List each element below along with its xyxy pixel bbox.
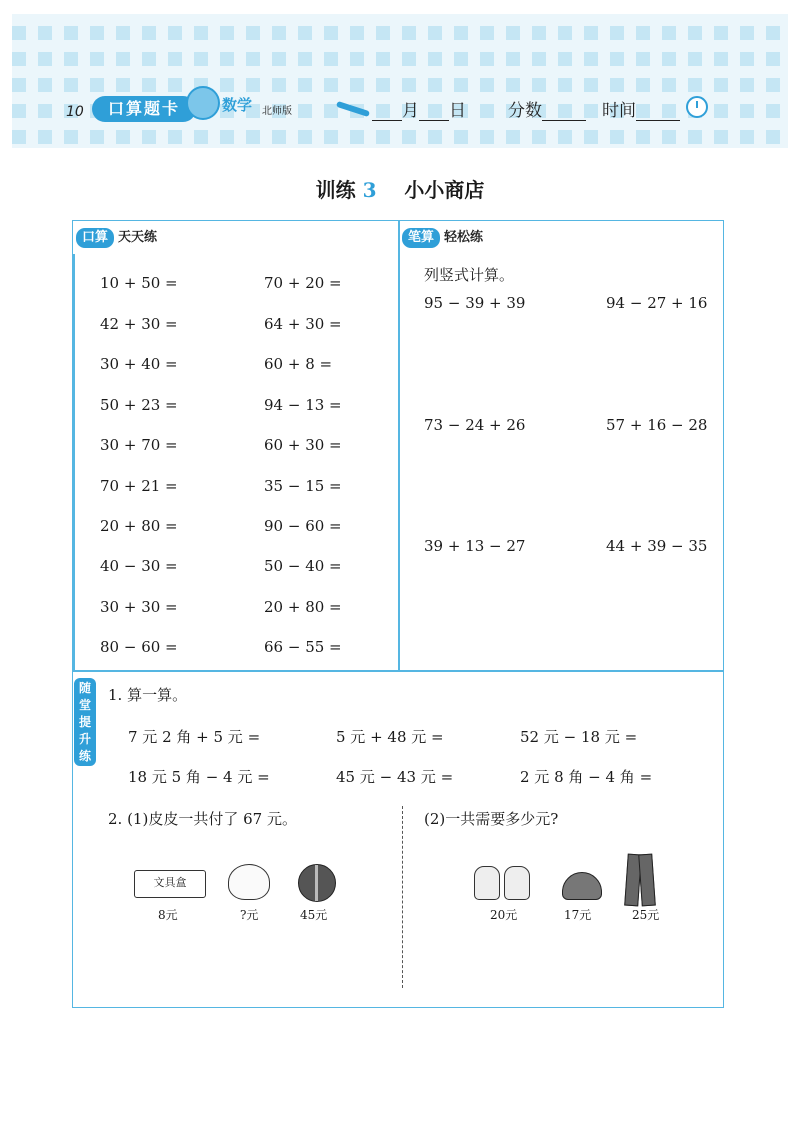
price-label: ?元: [240, 908, 259, 922]
app-logo: 口算题卡: [92, 96, 196, 122]
price-label: 8元: [158, 908, 178, 922]
oral-problem: 66 − 55 =: [264, 638, 342, 656]
pants-icon: [624, 848, 654, 904]
price-label: 20元: [490, 908, 518, 922]
price-label: 45元: [300, 908, 328, 922]
oral-problem: 30 + 70 =: [100, 436, 178, 454]
oral-problem: 70 + 21 =: [100, 477, 178, 495]
written-problem: 39 + 13 − 27: [424, 537, 526, 555]
oral-problem: 40 − 30 =: [100, 557, 178, 575]
oral-tag-label: 天天练: [118, 230, 158, 245]
time-field: [602, 96, 680, 121]
mascot-icon: [186, 86, 220, 120]
price-label: 25元: [632, 908, 660, 922]
oral-problem: 50 + 23 =: [100, 396, 178, 414]
subject-label: 数学: [222, 96, 253, 114]
oral-tag-badge: 口算: [76, 228, 114, 248]
written-tag-badge: 笔算: [402, 228, 440, 248]
written-problem: 73 − 24 + 26: [424, 416, 526, 434]
oral-problem: 60 + 30 =: [264, 436, 342, 454]
oral-problem: 50 − 40 =: [264, 557, 342, 575]
oral-problem: 42 + 30 =: [100, 315, 178, 333]
dashed-divider: [402, 806, 403, 988]
day-label: 日: [449, 101, 466, 121]
date-fields: [372, 96, 466, 121]
time-blank[interactable]: [636, 104, 680, 121]
oral-problem: 70 + 20 =: [264, 274, 342, 292]
written-instruction: 列竖式计算。: [424, 266, 515, 284]
title-prefix: 训练: [315, 178, 356, 202]
month-blank[interactable]: [372, 104, 402, 121]
column-divider: [398, 220, 400, 670]
oral-problem: 90 − 60 =: [264, 517, 342, 535]
clock-icon: [686, 96, 708, 118]
score-field: [508, 96, 586, 121]
side-tag-char: 随: [78, 681, 91, 695]
oral-problem: 94 − 13 =: [264, 396, 342, 414]
oral-problem: 20 + 80 =: [100, 517, 178, 535]
oral-problem: 80 − 60 =: [100, 638, 178, 656]
time-label: 时间: [602, 101, 636, 121]
oral-problem: 60 + 8 =: [264, 355, 333, 373]
practice-side-tag: [74, 678, 96, 766]
money-problem: 7 元 2 角 + 5 元 =: [128, 728, 261, 746]
written-problem: 57 + 16 − 28: [606, 416, 708, 434]
question-2b-text: (2)一共需要多少元?: [424, 810, 559, 828]
header-banner-overlay: [12, 14, 788, 148]
money-problem: 52 元 − 18 元 =: [520, 728, 638, 746]
side-tag-char: 堂: [78, 698, 91, 712]
oral-problem: 30 + 30 =: [100, 598, 178, 616]
page-number: 10: [66, 104, 84, 120]
oral-problem: 20 + 80 =: [264, 598, 342, 616]
side-tag-char: 提: [78, 715, 91, 729]
oral-problem: 64 + 30 =: [264, 315, 342, 333]
day-blank[interactable]: [419, 104, 449, 121]
edition-label: 北师版: [262, 106, 292, 117]
oral-problem: 10 + 50 =: [100, 274, 178, 292]
written-problem: 44 + 39 − 35: [606, 537, 708, 555]
section-divider: [72, 670, 724, 672]
oral-problem: 30 + 40 =: [100, 355, 178, 373]
gloves-icon: [474, 866, 530, 900]
money-problem: 45 元 − 43 元 =: [336, 768, 454, 786]
score-blank[interactable]: [542, 104, 586, 121]
cake-icon: [228, 864, 270, 900]
question-1-heading: 1. 算一算。: [108, 686, 188, 704]
side-tag-char: 练: [78, 749, 91, 763]
money-problem: 2 元 8 角 − 4 角 =: [520, 768, 653, 786]
pencil-case-icon: 文具盒: [134, 870, 206, 898]
title-name: 小小商店: [404, 178, 485, 202]
side-tag-char: 升: [78, 732, 91, 746]
money-problem: 5 元 + 48 元 =: [336, 728, 444, 746]
written-problem: 95 − 39 + 39: [424, 294, 526, 312]
written-tag-label: 轻松练: [444, 230, 484, 245]
score-label: 分数: [508, 101, 542, 121]
question-2a-text: 2. (1)皮皮一共付了 67 元。: [108, 810, 297, 828]
oral-side-bar: [72, 254, 75, 670]
basketball-icon: [298, 864, 336, 902]
oral-practice-tag: [76, 226, 157, 248]
oral-problem: 35 − 15 =: [264, 477, 342, 495]
page-title: [0, 174, 800, 203]
title-number: 3: [362, 178, 377, 202]
written-practice-tag: [402, 226, 483, 248]
month-label: 月: [402, 101, 419, 121]
written-problem: 94 − 27 + 16: [606, 294, 708, 312]
price-label: 17元: [564, 908, 592, 922]
money-problem: 18 元 5 角 − 4 元 =: [128, 768, 270, 786]
